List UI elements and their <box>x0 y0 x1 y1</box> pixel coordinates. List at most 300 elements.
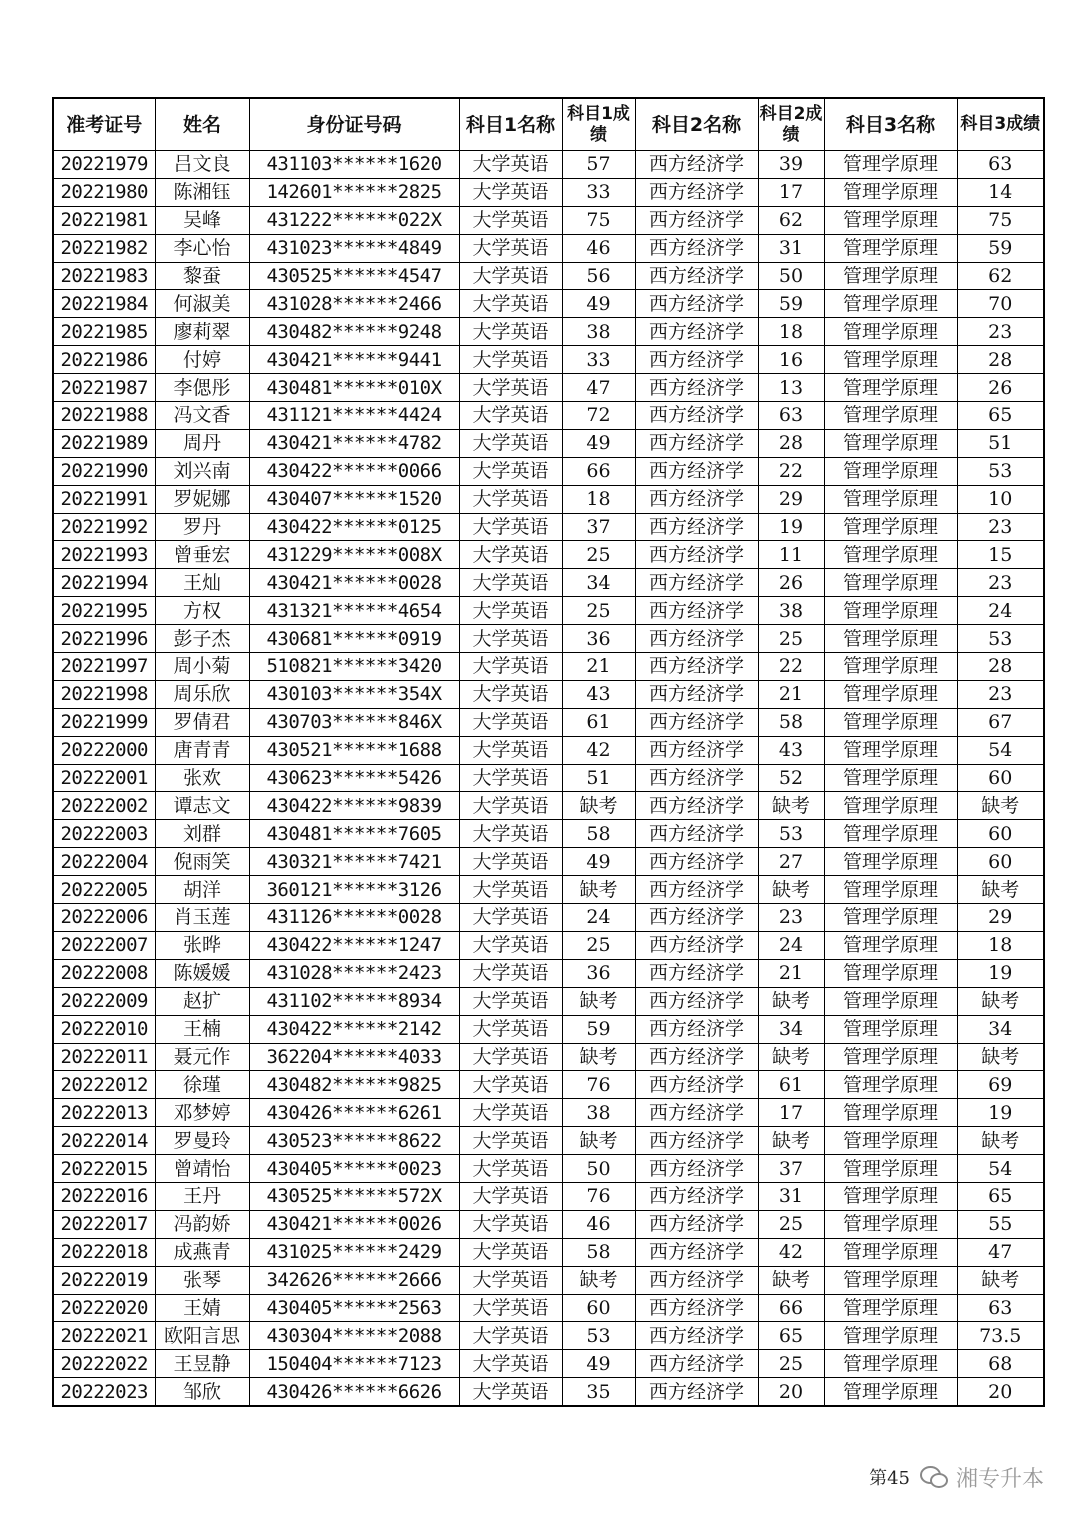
subject3-name-cell: 管理学原理 <box>824 904 957 932</box>
subject3-name-cell: 管理学原理 <box>824 1210 957 1238</box>
exam-id-cell: 20221998 <box>53 680 155 708</box>
subject1-name-cell: 大学英语 <box>459 764 562 792</box>
exam-id-cell: 20222007 <box>53 931 155 959</box>
subject2-score-cell: 21 <box>758 959 824 987</box>
subject1-name-cell: 大学英语 <box>459 904 562 932</box>
subject1-score-cell: 49 <box>562 290 635 318</box>
subject1-score-cell: 58 <box>562 1238 635 1266</box>
subject2-score-cell: 22 <box>758 653 824 681</box>
subject1-name-cell: 大学英语 <box>459 485 562 513</box>
table-row <box>53 206 1044 234</box>
subject3-name-cell: 管理学原理 <box>824 1294 957 1322</box>
subject3-score-cell: 15 <box>957 541 1044 569</box>
subject1-name-cell: 大学英语 <box>459 1350 562 1378</box>
subject2-score-cell: 缺考 <box>758 876 824 904</box>
name-cell: 王丹 <box>155 1182 249 1210</box>
table-row <box>53 178 1044 206</box>
subject3-score-cell: 23 <box>957 318 1044 346</box>
subject1-score-cell: 66 <box>562 457 635 485</box>
subject3-score-cell: 28 <box>957 346 1044 374</box>
name-cell: 方权 <box>155 597 249 625</box>
subject3-name-cell: 管理学原理 <box>824 206 957 234</box>
subject2-name-cell: 西方经济学 <box>635 151 758 179</box>
subject2-name-cell: 西方经济学 <box>635 346 758 374</box>
subject2-name-cell: 西方经济学 <box>635 764 758 792</box>
subject2-name-cell: 西方经济学 <box>635 680 758 708</box>
id-card-cell: 430426******6626 <box>249 1378 459 1406</box>
subject3-name-cell: 管理学原理 <box>824 457 957 485</box>
header-subject3-score: 科目3成绩 <box>957 98 1044 151</box>
subject2-name-cell: 西方经济学 <box>635 848 758 876</box>
subject3-score-cell: 缺考 <box>957 1266 1044 1294</box>
subject2-name-cell: 西方经济学 <box>635 1099 758 1127</box>
subject1-name-cell: 大学英语 <box>459 931 562 959</box>
table-row <box>53 764 1044 792</box>
subject1-score-cell: 76 <box>562 1071 635 1099</box>
exam-id-cell: 20221993 <box>53 541 155 569</box>
subject3-score-cell: 缺考 <box>957 876 1044 904</box>
table-row <box>53 931 1044 959</box>
name-cell: 张晔 <box>155 931 249 959</box>
id-card-cell: 430405******0023 <box>249 1155 459 1183</box>
exam-id-cell: 20222004 <box>53 848 155 876</box>
subject3-name-cell: 管理学原理 <box>824 485 957 513</box>
table-row <box>53 1238 1044 1266</box>
subject1-score-cell: 38 <box>562 1099 635 1127</box>
subject3-name-cell: 管理学原理 <box>824 987 957 1015</box>
subject3-name-cell: 管理学原理 <box>824 876 957 904</box>
subject1-name-cell: 大学英语 <box>459 318 562 346</box>
subject2-name-cell: 西方经济学 <box>635 513 758 541</box>
subject2-name-cell: 西方经济学 <box>635 1238 758 1266</box>
header-subject3-name: 科目3名称 <box>824 98 957 151</box>
subject2-score-cell: 23 <box>758 904 824 932</box>
subject2-name-cell: 西方经济学 <box>635 262 758 290</box>
id-card-cell: 430523******8622 <box>249 1127 459 1155</box>
subject3-name-cell: 管理学原理 <box>824 959 957 987</box>
subject2-name-cell: 西方经济学 <box>635 1210 758 1238</box>
name-cell: 刘兴南 <box>155 457 249 485</box>
name-cell: 罗曼玲 <box>155 1127 249 1155</box>
subject1-score-cell: 53 <box>562 1322 635 1350</box>
subject1-name-cell: 大学英语 <box>459 736 562 764</box>
subject3-name-cell: 管理学原理 <box>824 736 957 764</box>
subject3-name-cell: 管理学原理 <box>824 680 957 708</box>
subject3-name-cell: 管理学原理 <box>824 764 957 792</box>
subject3-name-cell: 管理学原理 <box>824 151 957 179</box>
subject2-score-cell: 20 <box>758 1378 824 1406</box>
subject3-name-cell: 管理学原理 <box>824 1182 957 1210</box>
subject3-name-cell: 管理学原理 <box>824 402 957 430</box>
subject1-score-cell: 24 <box>562 904 635 932</box>
exam-id-cell: 20222015 <box>53 1155 155 1183</box>
exam-id-cell: 20221990 <box>53 457 155 485</box>
exam-id-cell: 20221997 <box>53 653 155 681</box>
subject3-name-cell: 管理学原理 <box>824 597 957 625</box>
subject2-score-cell: 65 <box>758 1322 824 1350</box>
subject3-score-cell: 60 <box>957 820 1044 848</box>
subject1-name-cell: 大学英语 <box>459 402 562 430</box>
exam-id-cell: 20221987 <box>53 374 155 402</box>
id-card-cell: 430405******2563 <box>249 1294 459 1322</box>
name-cell: 何淑美 <box>155 290 249 318</box>
scores-table <box>52 97 1045 1407</box>
subject1-score-cell: 75 <box>562 206 635 234</box>
subject2-score-cell: 缺考 <box>758 1043 824 1071</box>
id-card-cell: 360121******3126 <box>249 876 459 904</box>
subject3-score-cell: 10 <box>957 485 1044 513</box>
subject3-name-cell: 管理学原理 <box>824 374 957 402</box>
subject2-name-cell: 西方经济学 <box>635 429 758 457</box>
subject2-score-cell: 11 <box>758 541 824 569</box>
subject3-score-cell: 60 <box>957 848 1044 876</box>
subject2-score-cell: 50 <box>758 262 824 290</box>
subject1-name-cell: 大学英语 <box>459 625 562 653</box>
id-card-cell: 430481******010X <box>249 374 459 402</box>
id-card-cell: 430421******9441 <box>249 346 459 374</box>
subject1-name-cell: 大学英语 <box>459 848 562 876</box>
exam-id-cell: 20222013 <box>53 1099 155 1127</box>
id-card-cell: 430481******7605 <box>249 820 459 848</box>
subject1-name-cell: 大学英语 <box>459 792 562 820</box>
subject2-name-cell: 西方经济学 <box>635 234 758 262</box>
id-card-cell: 430304******2088 <box>249 1322 459 1350</box>
page-number: 第45 <box>869 1468 910 1489</box>
exam-id-cell: 20221991 <box>53 485 155 513</box>
subject1-score-cell: 33 <box>562 346 635 374</box>
subject2-name-cell: 西方经济学 <box>635 876 758 904</box>
subject1-score-cell: 18 <box>562 485 635 513</box>
exam-id-cell: 20222003 <box>53 820 155 848</box>
subject2-score-cell: 16 <box>758 346 824 374</box>
id-card-cell: 431023******4849 <box>249 234 459 262</box>
exam-id-cell: 20221984 <box>53 290 155 318</box>
subject3-name-cell: 管理学原理 <box>824 820 957 848</box>
subject2-score-cell: 62 <box>758 206 824 234</box>
id-card-cell: 431025******2429 <box>249 1238 459 1266</box>
exam-id-cell: 20222017 <box>53 1210 155 1238</box>
subject2-score-cell: 42 <box>758 1238 824 1266</box>
id-card-cell: 430421******4782 <box>249 429 459 457</box>
table-row <box>53 346 1044 374</box>
subject3-score-cell: 26 <box>957 374 1044 402</box>
subject2-score-cell: 18 <box>758 318 824 346</box>
subject2-score-cell: 61 <box>758 1071 824 1099</box>
header-name: 姓名 <box>155 98 249 151</box>
id-card-cell: 431028******2423 <box>249 959 459 987</box>
name-cell: 肖玉莲 <box>155 904 249 932</box>
id-card-cell: 431102******8934 <box>249 987 459 1015</box>
subject2-name-cell: 西方经济学 <box>635 457 758 485</box>
subject2-score-cell: 25 <box>758 1210 824 1238</box>
exam-id-cell: 20222012 <box>53 1071 155 1099</box>
name-cell: 倪雨笑 <box>155 848 249 876</box>
subject2-name-cell: 西方经济学 <box>635 1266 758 1294</box>
subject2-name-cell: 西方经济学 <box>635 820 758 848</box>
watermark-text: 湘专升本 <box>955 1466 1044 1492</box>
subject3-score-cell: 60 <box>957 764 1044 792</box>
id-card-cell: 142601******2825 <box>249 178 459 206</box>
name-cell: 陈媛媛 <box>155 959 249 987</box>
subject2-name-cell: 西方经济学 <box>635 1294 758 1322</box>
table-body <box>53 151 1044 1407</box>
id-card-cell: 431229******008X <box>249 541 459 569</box>
table-row <box>53 513 1044 541</box>
name-cell: 罗丹 <box>155 513 249 541</box>
id-card-cell: 430703******846X <box>249 708 459 736</box>
header-subject2-score: 科目2成绩 <box>758 98 824 151</box>
id-card-cell: 430482******9825 <box>249 1071 459 1099</box>
id-card-cell: 362204******4033 <box>249 1043 459 1071</box>
subject2-score-cell: 31 <box>758 1182 824 1210</box>
subject1-score-cell: 缺考 <box>562 876 635 904</box>
name-cell: 王楠 <box>155 1015 249 1043</box>
subject3-score-cell: 19 <box>957 1099 1044 1127</box>
id-card-cell: 430103******354X <box>249 680 459 708</box>
table-row <box>53 318 1044 346</box>
subject3-name-cell: 管理学原理 <box>824 1238 957 1266</box>
subject2-name-cell: 西方经济学 <box>635 708 758 736</box>
name-cell: 罗倩君 <box>155 708 249 736</box>
exam-id-cell: 20222014 <box>53 1127 155 1155</box>
subject2-score-cell: 52 <box>758 764 824 792</box>
name-cell: 黎蚕 <box>155 262 249 290</box>
subject1-name-cell: 大学英语 <box>459 569 562 597</box>
table-row <box>53 262 1044 290</box>
subject1-score-cell: 61 <box>562 708 635 736</box>
table-row <box>53 1127 1044 1155</box>
subject1-score-cell: 46 <box>562 1210 635 1238</box>
subject3-name-cell: 管理学原理 <box>824 792 957 820</box>
subject1-score-cell: 76 <box>562 1182 635 1210</box>
exam-id-cell: 20221979 <box>53 151 155 179</box>
name-cell: 曾垂宏 <box>155 541 249 569</box>
subject1-score-cell: 21 <box>562 653 635 681</box>
name-cell: 刘群 <box>155 820 249 848</box>
subject1-score-cell: 37 <box>562 513 635 541</box>
subject3-name-cell: 管理学原理 <box>824 290 957 318</box>
subject1-score-cell: 36 <box>562 959 635 987</box>
id-card-cell: 430422******0125 <box>249 513 459 541</box>
name-cell: 罗妮娜 <box>155 485 249 513</box>
subject1-score-cell: 缺考 <box>562 792 635 820</box>
subject1-score-cell: 58 <box>562 820 635 848</box>
exam-id-cell: 20221996 <box>53 625 155 653</box>
exam-id-cell: 20222002 <box>53 792 155 820</box>
subject1-score-cell: 57 <box>562 151 635 179</box>
subject1-score-cell: 36 <box>562 625 635 653</box>
subject1-score-cell: 49 <box>562 429 635 457</box>
page-footer <box>869 1461 1044 1493</box>
table-row <box>53 1322 1044 1350</box>
subject2-score-cell: 17 <box>758 1099 824 1127</box>
subject3-score-cell: 53 <box>957 457 1044 485</box>
subject1-score-cell: 35 <box>562 1378 635 1406</box>
subject1-score-cell: 49 <box>562 848 635 876</box>
subject2-name-cell: 西方经济学 <box>635 904 758 932</box>
subject3-score-cell: 67 <box>957 708 1044 736</box>
subject1-score-cell: 缺考 <box>562 987 635 1015</box>
subject2-score-cell: 58 <box>758 708 824 736</box>
name-cell: 王灿 <box>155 569 249 597</box>
subject1-name-cell: 大学英语 <box>459 290 562 318</box>
subject1-name-cell: 大学英语 <box>459 1071 562 1099</box>
subject1-name-cell: 大学英语 <box>459 1182 562 1210</box>
exam-id-cell: 20222019 <box>53 1266 155 1294</box>
subject1-name-cell: 大学英语 <box>459 1155 562 1183</box>
table-row <box>53 151 1044 179</box>
subject2-score-cell: 37 <box>758 1155 824 1183</box>
subject2-name-cell: 西方经济学 <box>635 290 758 318</box>
table-row <box>53 374 1044 402</box>
id-card-cell: 150404******7123 <box>249 1350 459 1378</box>
subject3-name-cell: 管理学原理 <box>824 1015 957 1043</box>
subject3-score-cell: 65 <box>957 1182 1044 1210</box>
table-row <box>53 1210 1044 1238</box>
id-card-cell: 430525******4547 <box>249 262 459 290</box>
id-card-cell: 510821******3420 <box>249 653 459 681</box>
name-cell: 周小菊 <box>155 653 249 681</box>
subject1-name-cell: 大学英语 <box>459 653 562 681</box>
subject2-name-cell: 西方经济学 <box>635 931 758 959</box>
name-cell: 廖莉翠 <box>155 318 249 346</box>
subject3-score-cell: 23 <box>957 513 1044 541</box>
name-cell: 成燕青 <box>155 1238 249 1266</box>
subject3-score-cell: 34 <box>957 1015 1044 1043</box>
subject1-name-cell: 大学英语 <box>459 1378 562 1406</box>
id-card-cell: 430482******9248 <box>249 318 459 346</box>
subject3-score-cell: 55 <box>957 1210 1044 1238</box>
subject2-score-cell: 43 <box>758 736 824 764</box>
name-cell: 李偲彤 <box>155 374 249 402</box>
name-cell: 徐瑾 <box>155 1071 249 1099</box>
id-card-cell: 431222******022X <box>249 206 459 234</box>
exam-id-cell: 20221982 <box>53 234 155 262</box>
subject2-score-cell: 31 <box>758 234 824 262</box>
subject2-name-cell: 西方经济学 <box>635 541 758 569</box>
subject1-score-cell: 25 <box>562 541 635 569</box>
name-cell: 王昱静 <box>155 1350 249 1378</box>
subject3-score-cell: 缺考 <box>957 987 1044 1015</box>
table-row <box>53 541 1044 569</box>
exam-id-cell: 20222022 <box>53 1350 155 1378</box>
subject3-score-cell: 18 <box>957 931 1044 959</box>
table-row <box>53 1071 1044 1099</box>
exam-id-cell: 20222006 <box>53 904 155 932</box>
subject1-score-cell: 25 <box>562 597 635 625</box>
name-cell: 冯韵娇 <box>155 1210 249 1238</box>
subject2-score-cell: 21 <box>758 680 824 708</box>
subject2-score-cell: 17 <box>758 178 824 206</box>
subject3-name-cell: 管理学原理 <box>824 1071 957 1099</box>
table-row <box>53 1043 1044 1071</box>
subject2-name-cell: 西方经济学 <box>635 959 758 987</box>
subject3-score-cell: 47 <box>957 1238 1044 1266</box>
subject1-score-cell: 34 <box>562 569 635 597</box>
table-row <box>53 736 1044 764</box>
subject3-name-cell: 管理学原理 <box>824 653 957 681</box>
exam-id-cell: 20221994 <box>53 569 155 597</box>
subject2-score-cell: 22 <box>758 457 824 485</box>
subject2-score-cell: 缺考 <box>758 1266 824 1294</box>
subject3-score-cell: 59 <box>957 234 1044 262</box>
id-card-cell: 430525******572X <box>249 1182 459 1210</box>
exam-id-cell: 20221995 <box>53 597 155 625</box>
subject3-name-cell: 管理学原理 <box>824 1099 957 1127</box>
subject1-name-cell: 大学英语 <box>459 1294 562 1322</box>
subject3-name-cell: 管理学原理 <box>824 262 957 290</box>
name-cell: 曾靖怡 <box>155 1155 249 1183</box>
subject3-name-cell: 管理学原理 <box>824 848 957 876</box>
subject1-name-cell: 大学英语 <box>459 151 562 179</box>
subject2-name-cell: 西方经济学 <box>635 374 758 402</box>
subject1-name-cell: 大学英语 <box>459 1015 562 1043</box>
subject2-name-cell: 西方经济学 <box>635 1182 758 1210</box>
subject3-score-cell: 缺考 <box>957 792 1044 820</box>
name-cell: 李心怡 <box>155 234 249 262</box>
exam-id-cell: 20222020 <box>53 1294 155 1322</box>
table-row <box>53 625 1044 653</box>
subject2-score-cell: 66 <box>758 1294 824 1322</box>
subject2-score-cell: 39 <box>758 151 824 179</box>
subject3-score-cell: 73.5 <box>957 1322 1044 1350</box>
subject1-name-cell: 大学英语 <box>459 262 562 290</box>
id-card-cell: 430422******2142 <box>249 1015 459 1043</box>
subject1-name-cell: 大学英语 <box>459 1127 562 1155</box>
id-card-cell: 431103******1620 <box>249 151 459 179</box>
subject3-score-cell: 69 <box>957 1071 1044 1099</box>
subject3-score-cell: 23 <box>957 569 1044 597</box>
id-card-cell: 431321******4654 <box>249 597 459 625</box>
subject2-score-cell: 59 <box>758 290 824 318</box>
subject3-name-cell: 管理学原理 <box>824 429 957 457</box>
subject2-score-cell: 缺考 <box>758 792 824 820</box>
name-cell: 彭子杰 <box>155 625 249 653</box>
header-subject1-score: 科目1成绩 <box>562 98 635 151</box>
subject2-name-cell: 西方经济学 <box>635 625 758 653</box>
subject1-name-cell: 大学英语 <box>459 1266 562 1294</box>
subject2-name-cell: 西方经济学 <box>635 569 758 597</box>
subject2-name-cell: 西方经济学 <box>635 1043 758 1071</box>
table-row <box>53 1155 1044 1183</box>
subject3-score-cell: 29 <box>957 904 1044 932</box>
subject1-name-cell: 大学英语 <box>459 541 562 569</box>
table-row <box>53 290 1044 318</box>
subject2-name-cell: 西方经济学 <box>635 178 758 206</box>
exam-id-cell: 20221989 <box>53 429 155 457</box>
subject2-name-cell: 西方经济学 <box>635 1350 758 1378</box>
id-card-cell: 430421******0026 <box>249 1210 459 1238</box>
subject3-score-cell: 63 <box>957 1294 1044 1322</box>
subject3-score-cell: 缺考 <box>957 1043 1044 1071</box>
subject1-name-cell: 大学英语 <box>459 206 562 234</box>
subject3-name-cell: 管理学原理 <box>824 1378 957 1406</box>
subject2-name-cell: 西方经济学 <box>635 206 758 234</box>
subject1-score-cell: 42 <box>562 736 635 764</box>
subject1-score-cell: 56 <box>562 262 635 290</box>
table-row <box>53 1294 1044 1322</box>
id-card-cell: 430426******6261 <box>249 1099 459 1127</box>
subject1-name-cell: 大学英语 <box>459 374 562 402</box>
table-row <box>53 402 1044 430</box>
subject1-name-cell: 大学英语 <box>459 1099 562 1127</box>
name-cell: 聂元作 <box>155 1043 249 1071</box>
header-id-card: 身份证号码 <box>249 98 459 151</box>
subject1-score-cell: 49 <box>562 1350 635 1378</box>
subject1-score-cell: 缺考 <box>562 1127 635 1155</box>
exam-id-cell: 20221985 <box>53 318 155 346</box>
id-card-cell: 431126******0028 <box>249 904 459 932</box>
